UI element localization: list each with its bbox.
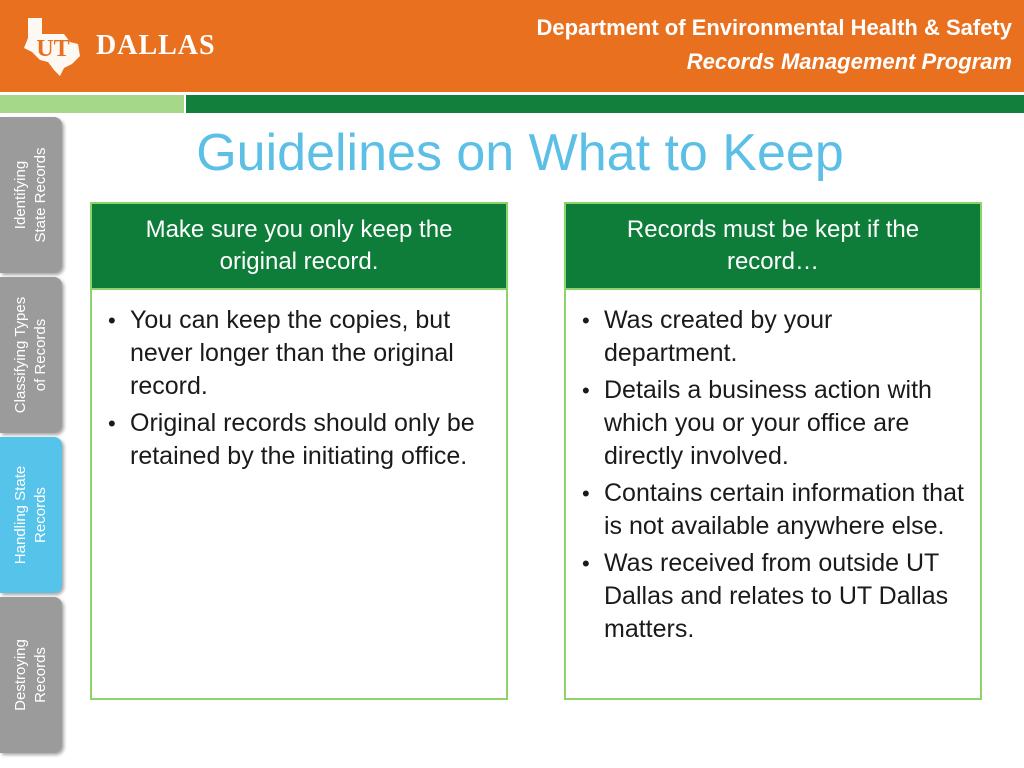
tab-classifying-types-of-records[interactable] (0, 277, 62, 433)
program-title: Records Management Program (686, 49, 1012, 74)
list-item: • You can keep the copies, but never longer than the original record. (108, 306, 454, 400)
bullet-icon: • (582, 551, 590, 576)
logo-wordmark: DALLAS (96, 30, 216, 61)
tab-label: Handling State Records (12, 465, 49, 565)
list-item: • Was created by your department. (582, 306, 833, 367)
card-heading: Records must be kept if the record… (566, 204, 980, 290)
list-item: • Original records should only be retained by the initiating office. (108, 409, 475, 470)
bullet-list (92, 290, 506, 473)
texas-star-logo-icon (20, 12, 86, 78)
tab-identifying-state-records[interactable] (0, 117, 62, 273)
bullet-list (566, 290, 980, 646)
divider-light-green (0, 95, 184, 113)
ut-dallas-logo (14, 12, 216, 80)
tab-label: Classifying Types of Records (12, 296, 49, 414)
list-item: • Was received from outside UT Dallas and relates to UT Dallas matters. (582, 549, 949, 643)
bullet-icon: • (582, 481, 590, 506)
tab-label: Destroying Records (12, 639, 49, 711)
list-item: • Contains certain information that is not available anywhere else. (582, 479, 964, 540)
tab-label: Identifying State Records (12, 147, 49, 243)
records-must-be-kept-card (564, 202, 982, 700)
department-title: Department of Environmental Health & Safety (536, 15, 1012, 40)
page-title: Guidelines on What to Keep (196, 124, 844, 182)
keep-original-card (90, 202, 508, 700)
header-bar (0, 0, 1024, 92)
tab-destroying-records[interactable] (0, 597, 62, 753)
bullet-icon: • (108, 308, 116, 333)
svg-text:UT: UT (36, 36, 70, 62)
list-item: • Details a business action with which you or your office are directly involved. (582, 376, 932, 470)
tab-handling-state-records[interactable] (0, 437, 62, 593)
bullet-icon: • (108, 411, 116, 436)
bullet-icon: • (582, 308, 590, 333)
card-heading: Make sure you only keep the original record. (92, 204, 506, 290)
bullet-icon: • (582, 378, 590, 403)
divider-dark-green (186, 95, 1024, 113)
